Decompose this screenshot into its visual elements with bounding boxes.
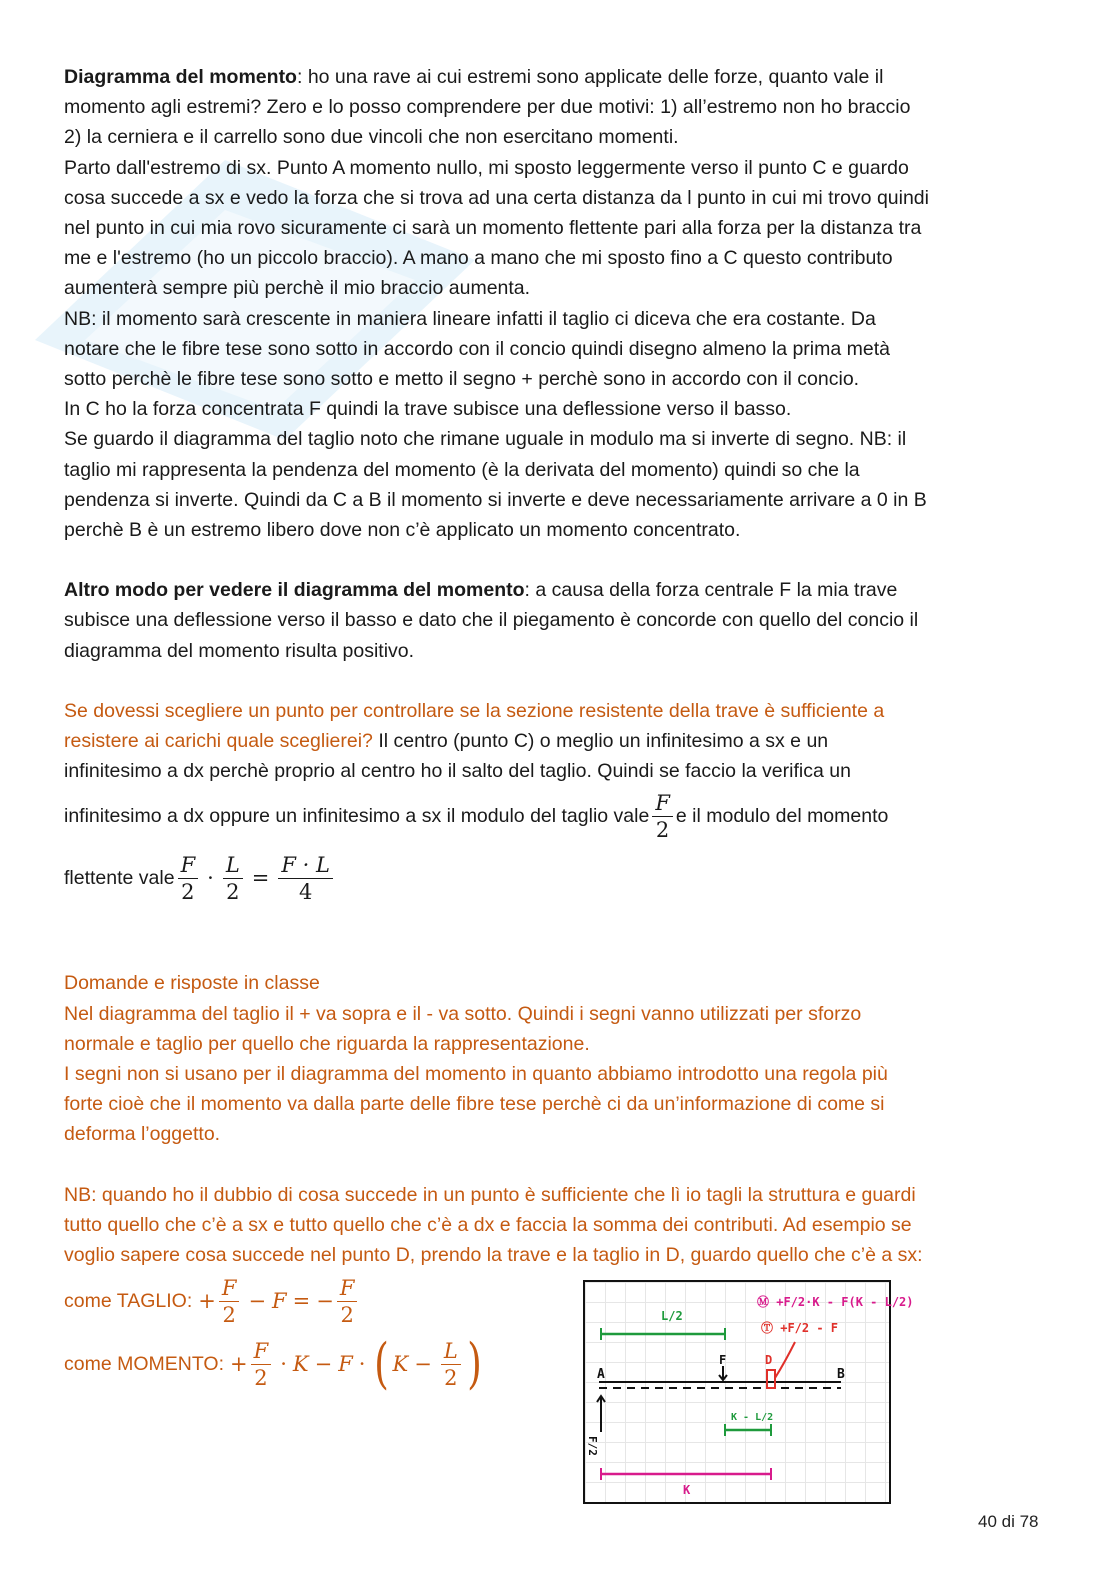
text-line: aumenterà sempre più perchè il mio braccio aumenta. — [64, 277, 531, 300]
text-line: Se guardo il diagramma del taglio noto che rimane uguale in modulo ma si inverte di segno. NB: il — [64, 428, 907, 451]
section-moment-diagram — [64, 62, 1054, 545]
text-line: me e l'estremo (ho un piccolo braccio). A mano a mano che mi sposto fino a C questo contributo — [64, 247, 893, 270]
text-line: cosa succede a sx e vedo la forza che si trova ad una certa distanza da l punto in cui mi trovo quindi — [64, 186, 929, 209]
shear-note: Ⓣ +F/2 - F — [761, 1321, 839, 1335]
fraction-L-over-2: $\frac{L}{2}$ — [223, 852, 243, 905]
label-D: D — [765, 1353, 773, 1367]
label-L2: L/2 — [661, 1309, 683, 1323]
page-number: 40 di 78 — [978, 1512, 1039, 1531]
beam-sketch-svg — [585, 1282, 914, 1502]
text-line: Altro modo per vedere il diagramma del momento: a causa della forza centrale F la mia trave — [64, 579, 898, 602]
shear-equation: come TAGLIO: + $\frac{F}{2}$ − F = − $\frac{F}{2}$ — [64, 1270, 1054, 1332]
question-line: Se dovessi scegliere un punto per controllare se la sezione resistente della trave è sufficiente a — [64, 699, 885, 722]
text-line: sotto perchè le fibre tese sono sotto e metto il segno + perchè sono in accordo con il concio. — [64, 368, 860, 391]
text-line: forte cioè che il momento va dalla parte delle fibre tese perchè ci da un’informazione di come si — [64, 1093, 885, 1116]
text-line: nel punto in cui mia rovo sicuramente ci sarà un momento flettente pari alla forza per la distanza tra — [64, 217, 922, 240]
section-alternative-view — [64, 575, 1054, 666]
text-line: In C ho la forza concentrata F quindi la trave subisce una deflessione verso il basso. — [64, 398, 792, 421]
label-K: K — [683, 1483, 691, 1497]
heading-moment-diagram: Diagramma del momento — [64, 66, 297, 88]
text-line: 2) la cerniera e il carrello sono due vincoli che non esercitano momenti. — [64, 126, 679, 149]
document-page — [64, 62, 1054, 1396]
text-line: pendenza si inverte. Quindi da C a B il momento si inverte e deve necessariamente arrivare a 0 in B — [64, 488, 927, 511]
label-B: B — [837, 1367, 845, 1382]
beam-sketch — [583, 1280, 914, 1504]
label-A: A — [597, 1367, 605, 1382]
text-line: NB: quando ho il dubbio di cosa succede in un punto è sufficiente che lì io tagli la struttura e guardi — [64, 1183, 916, 1206]
text-line: Domande e risposte in classe — [64, 972, 320, 995]
text-line: voglio sapere cosa succede nel punto D, prendo la trave e la taglio in D, guardo quello che c’è a sx: — [64, 1244, 923, 1267]
fraction-F-over-2: $\frac{F}{2}$ — [178, 852, 199, 905]
text-line: resistere ai carichi quale sceglierei? Il centro (punto C) o meglio un infinitesimo a sx e un — [64, 730, 829, 753]
pointer-arrow — [775, 1342, 795, 1378]
text-line: normale e taglio per quello che riguarda la rappresentazione. — [64, 1032, 590, 1055]
text-line: Parto dall'estremo di sx. Punto A momento nullo, mi sposto leggermente verso il punto C e guardo — [64, 156, 909, 179]
moment-note: Ⓜ +F/2·K - F(K - L/2) — [757, 1295, 914, 1309]
fraction-FL-over-4: $\frac{F \cdot L}{4}$ — [278, 852, 333, 905]
text-line: I segni non si usano per il diagramma del momento in quanto abbiamo introdotto una regola più — [64, 1063, 888, 1086]
text-line: Nel diagramma del taglio il + va sopra e il - va sotto. Quindi i segni vanno utilizzati per sforzo — [64, 1002, 862, 1025]
text-line: perchè B è un estremo libero dove non c’è applicato un momento concentrato. — [64, 519, 741, 542]
section-class-qa — [64, 968, 1054, 1149]
moment-value-line: flettente vale $\frac{F}{2}$ · $\frac{L}{2}$ = $\frac{F \cdot L}{4}$ — [64, 846, 1054, 910]
section-cut-method — [64, 1180, 1054, 1397]
text-line: taglio mi rappresenta la pendenza del momento (è la derivata del momento) quindi so che la — [64, 458, 860, 481]
shear-value-line: infinitesimo a dx oppure un infinitesimo a sx il modulo del taglio vale $\frac{F}{2}$ e il modulo del momento — [64, 790, 889, 842]
heading-alternative-view: Altro modo per vedere il diagramma del momento — [64, 579, 525, 602]
text-line: notare che le fibre tese sono sotto in accordo con il concio quindi disegno almeno la prima metà — [64, 337, 890, 360]
text-line: tutto quello che c’è a sx e tutto quello che c’è a dx e faccia la somma dei contributi. Ad esempio se — [64, 1213, 912, 1236]
moment-equation: come MOMENTO: + $\frac{F}{2}$ · K − F · ( K − $\frac{L}{2}$ ) — [64, 1332, 482, 1396]
cut-D-marker — [767, 1370, 775, 1388]
label-K-minus-L2: K - L/2 — [731, 1412, 774, 1423]
text-line: deforma l’oggetto. — [64, 1123, 221, 1146]
text-line: diagramma del momento risulta positivo. — [64, 639, 415, 662]
label-F: F — [719, 1353, 727, 1367]
text-line: NB: il momento sarà crescente in maniera lineare infatti il taglio ci diceva che era costante. Da — [64, 307, 876, 330]
section-check-point — [64, 696, 1054, 911]
label-F2: F/2 — [586, 1436, 599, 1456]
fraction-F-over-2: $\frac{F}{2}$ — [652, 790, 673, 843]
text-line: infinitesimo a dx perchè proprio al centro ho il salto del taglio. Quindi se faccio la verifica un — [64, 760, 851, 783]
text-line: Diagramma del momento: ho una rave ai cui estremi sono applicate delle forze, quanto vale il — [64, 66, 884, 88]
text-line: subisce una deflessione verso il basso e dato che il piegamento è concorde con quello del concio il — [64, 609, 919, 632]
text-line: momento agli estremi? Zero e lo posso comprendere per due motivi: 1) all’estremo non ho braccio — [64, 96, 911, 119]
